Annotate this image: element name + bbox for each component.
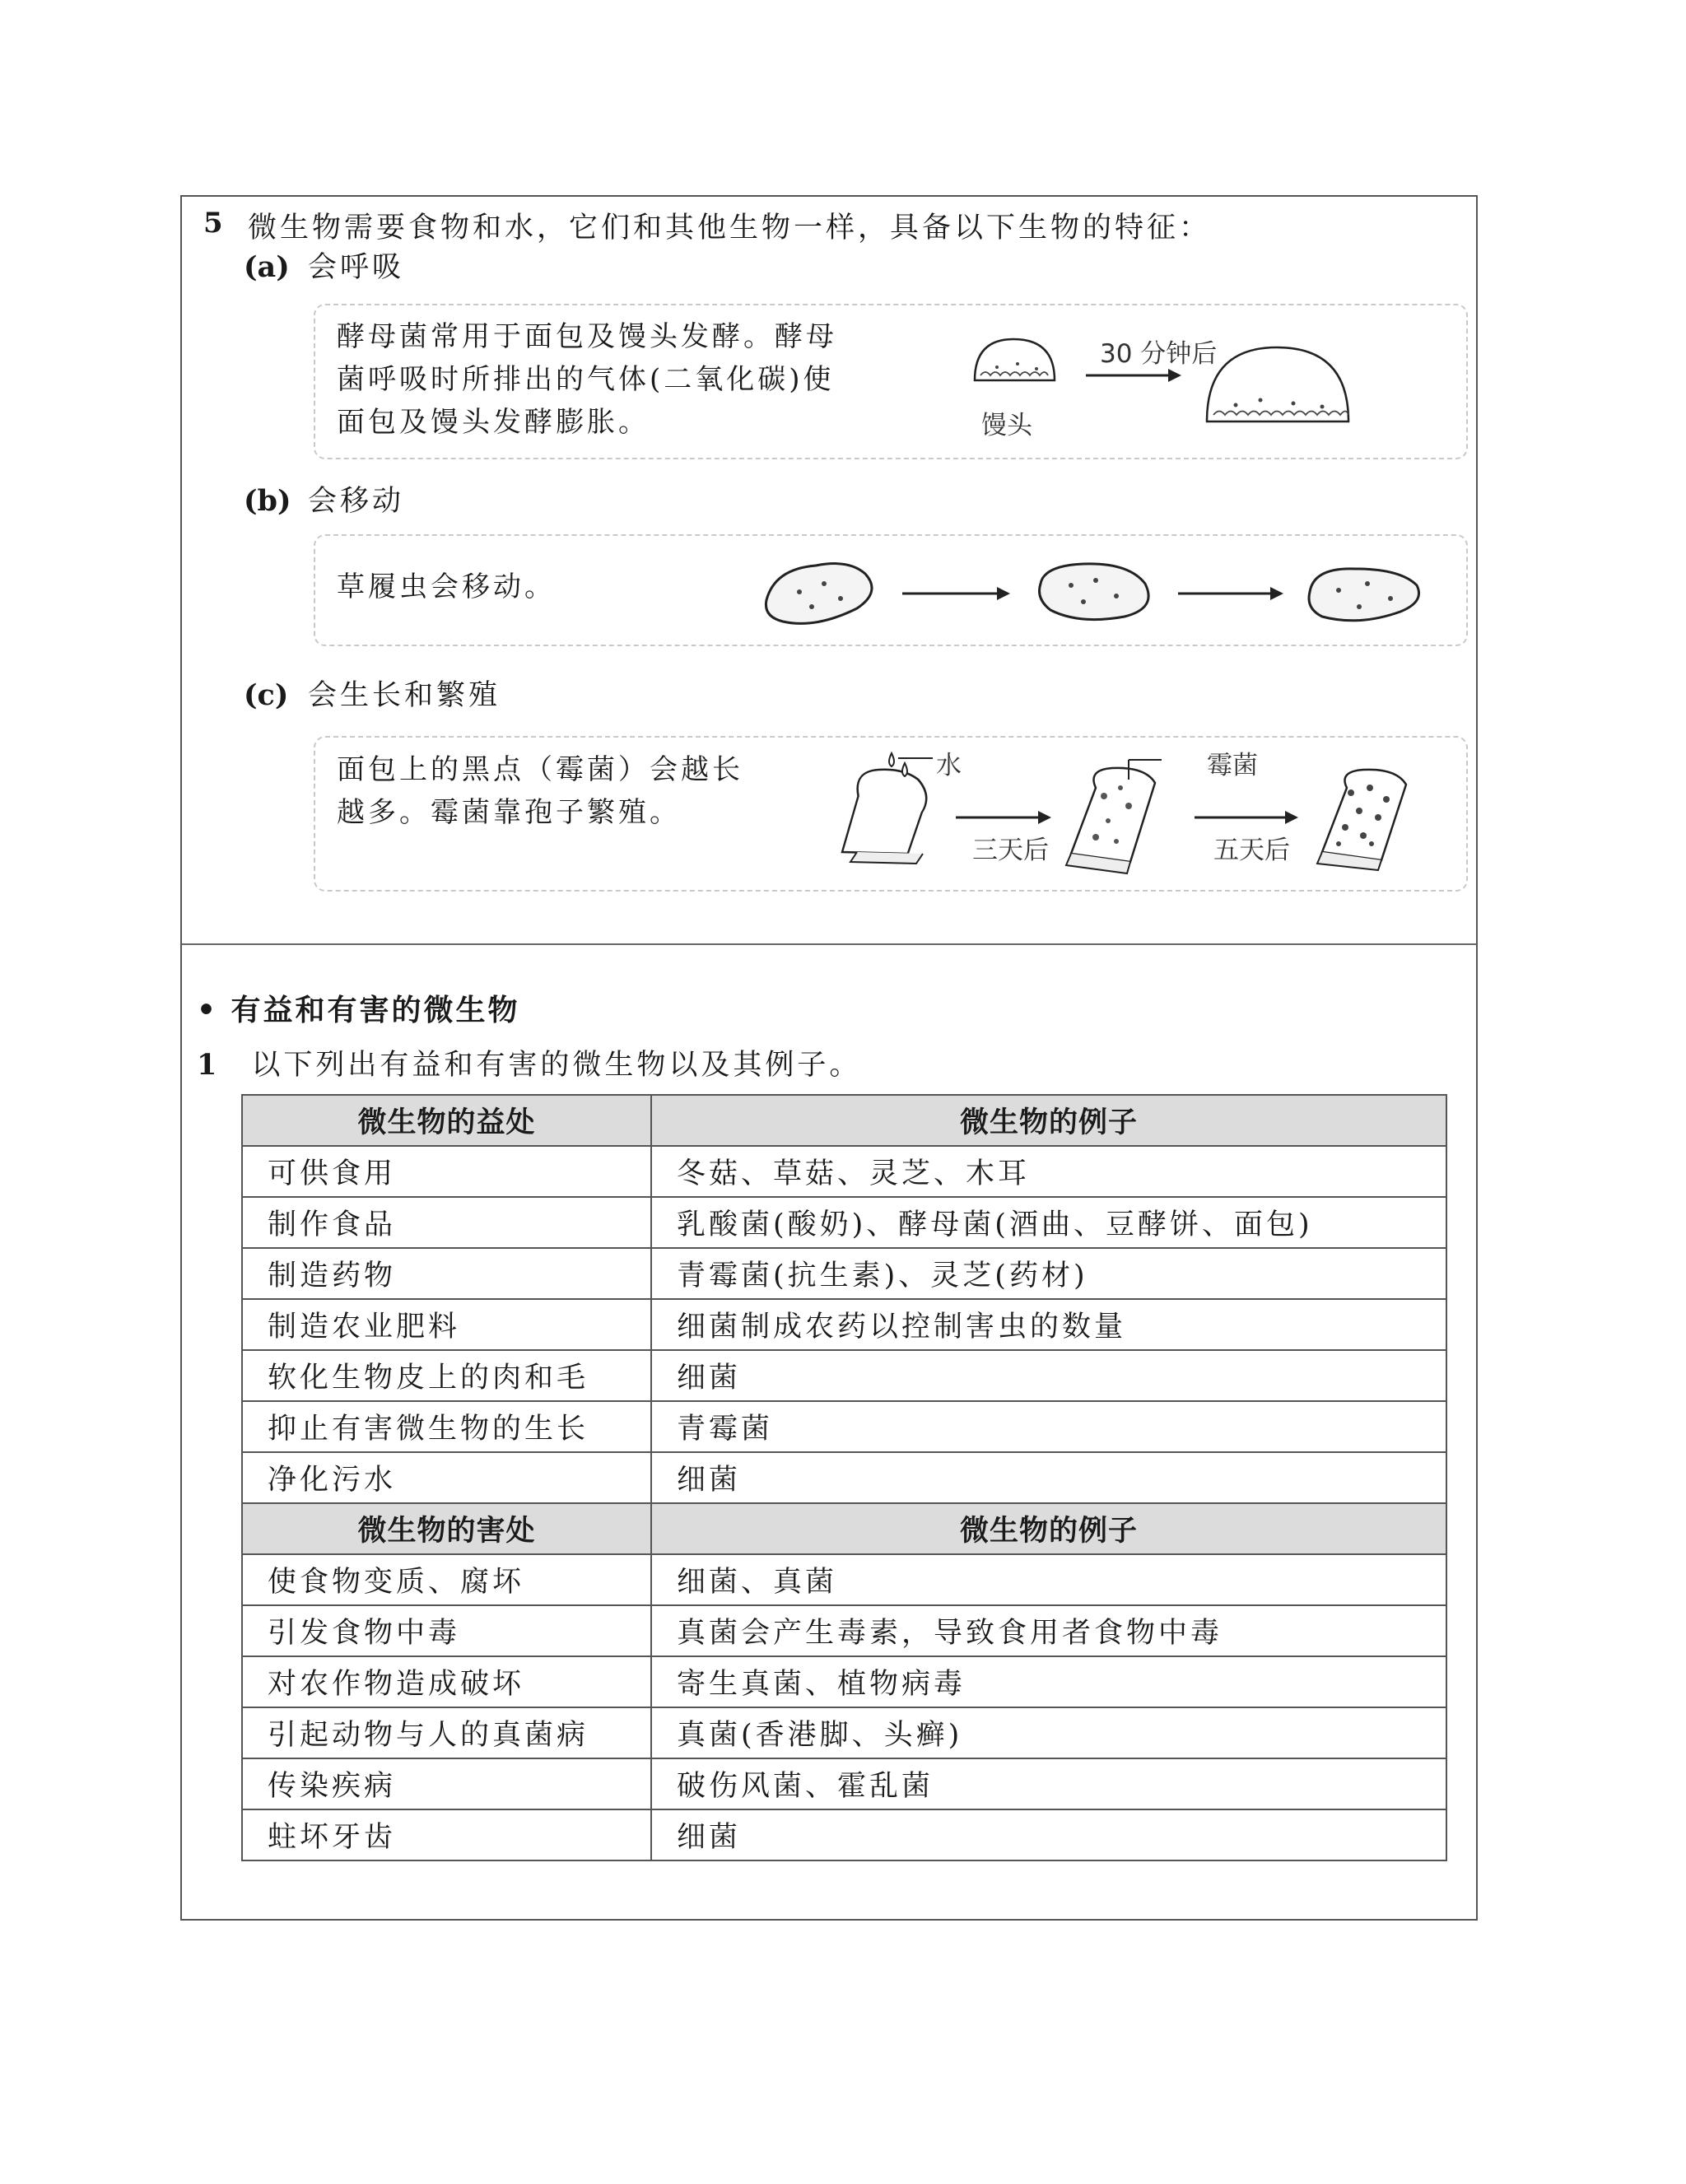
water-caption: 水 <box>936 751 962 780</box>
harmful-effect-cell: 蛀坏牙齿 <box>242 1809 651 1860</box>
small-bun-icon <box>975 339 1055 380</box>
moldy-bread-icon <box>1066 760 1162 873</box>
table-row <box>242 1605 1446 1656</box>
beneficial-effect-cell: 抑止有害微生物的生长 <box>242 1401 651 1452</box>
subsection-a-heading <box>244 244 404 286</box>
worksheet-frame <box>180 195 1478 1921</box>
table-row <box>242 1401 1446 1452</box>
beneficial-effect-cell: 净化污水 <box>242 1452 651 1503</box>
harmful-column-header: 微生物的害处 <box>242 1503 651 1554</box>
example-cell: 细菌制成农药以控制害虫的数量 <box>651 1299 1446 1350</box>
example-column-header: 微生物的例子 <box>651 1095 1446 1146</box>
heavily-moldy-bread-icon <box>1317 770 1406 870</box>
example-cell: 细菌 <box>651 1350 1446 1401</box>
subsection-c-title: 会生长和繁殖 <box>308 679 501 712</box>
table-row <box>242 1350 1446 1401</box>
beneficial-effect-cell: 可供食用 <box>242 1146 651 1197</box>
harmful-header-row <box>242 1503 1446 1554</box>
subsection-a-label: (a) <box>244 250 290 284</box>
harmful-effect-cell: 引发食物中毒 <box>242 1605 651 1656</box>
paramecium-icon <box>1309 569 1419 621</box>
harmful-effect-cell: 对农作物造成破坏 <box>242 1656 651 1707</box>
table-row <box>242 1758 1446 1809</box>
large-bun-icon <box>1207 347 1348 421</box>
question-1-text: 以下列出有益和有害的微生物以及其例子。 <box>251 1049 862 1082</box>
section-divider <box>182 943 1476 945</box>
mold-caption: 霉菌 <box>1207 751 1258 780</box>
subsection-c-label: (c) <box>244 678 289 712</box>
table-row <box>242 1146 1446 1197</box>
time-caption: 30 分钟后 <box>1100 339 1218 369</box>
example-cell: 细菌 <box>651 1809 1446 1860</box>
section-title: • 有益和有害的微生物 <box>197 993 520 1027</box>
table-row <box>242 1554 1446 1605</box>
beneficial-effect-cell: 制造药物 <box>242 1248 651 1299</box>
harmful-effect-cell: 使食物变质、腐坏 <box>242 1554 651 1605</box>
growth-line: 面包上的黑点（霉菌）会越长 <box>337 753 743 786</box>
example-cell: 冬菇、草菇、灵芝、木耳 <box>651 1146 1446 1197</box>
example-cell: 青霉菌 <box>651 1401 1446 1452</box>
breathing-text <box>337 315 837 444</box>
example-cell: 细菌、真菌 <box>651 1554 1446 1605</box>
example-cell: 乳酸菌(酸奶)、酵母菌(酒曲、豆酵饼、面包) <box>651 1197 1446 1248</box>
table-row <box>242 1299 1446 1350</box>
subsection-b-title: 会移动 <box>308 485 405 518</box>
table-row <box>242 1809 1446 1860</box>
growth-text <box>337 748 743 834</box>
example-cell: 青霉菌(抗生素)、灵芝(药材) <box>651 1248 1446 1299</box>
breathing-line: 面包及馒头发酵膨胀。 <box>337 406 650 439</box>
question-1-number: 1 <box>197 1048 221 1082</box>
growth-line: 越多。霉菌靠孢子繁殖。 <box>337 796 681 829</box>
beneficial-header-row <box>242 1095 1446 1146</box>
breathing-line: 菌呼吸时所排出的气体(二氧化碳)使 <box>337 363 835 396</box>
microorganism-table <box>241 1094 1447 1861</box>
table-row <box>242 1452 1446 1503</box>
table-row <box>242 1656 1446 1707</box>
wet-bread-icon <box>842 753 933 864</box>
table-row <box>242 1707 1446 1758</box>
bread-mold-illustration <box>841 747 1450 878</box>
table-row <box>242 1248 1446 1299</box>
three-days-caption: 三天后 <box>972 836 1049 865</box>
paramecium-illustration <box>758 551 1450 633</box>
example-cell: 真菌(香港脚、头癣) <box>651 1707 1446 1758</box>
example-cell: 破伤风菌、霍乱菌 <box>651 1758 1446 1809</box>
table-row <box>242 1197 1446 1248</box>
bun-caption: 馒头 <box>981 411 1032 440</box>
subsection-c-heading <box>244 673 501 714</box>
paramecium-icon <box>766 564 872 624</box>
beneficial-effect-cell: 制造农业肥料 <box>242 1299 651 1350</box>
paramecium-icon <box>1040 564 1149 620</box>
beneficial-effect-cell: 软化生物皮上的肉和毛 <box>242 1350 651 1401</box>
question-1 <box>197 1042 861 1083</box>
harmful-effect-cell: 引起动物与人的真菌病 <box>242 1707 651 1758</box>
example-column-header: 微生物的例子 <box>651 1503 1446 1554</box>
harmful-effect-cell: 传染疾病 <box>242 1758 651 1809</box>
beneficial-column-header: 微生物的益处 <box>242 1095 651 1146</box>
question-number: 5 <box>203 207 223 240</box>
five-days-caption: 五天后 <box>1213 836 1290 865</box>
example-cell: 寄生真菌、植物病毒 <box>651 1656 1446 1707</box>
movement-text: 草履虫会移动。 <box>337 570 556 603</box>
example-cell: 细菌 <box>651 1452 1446 1503</box>
example-cell: 真菌会产生毒素，导致食用者食物中毒 <box>651 1605 1446 1656</box>
question-intro: 微生物需要食物和水，它们和其他生物一样，具备以下生物的特征： <box>248 212 1212 244</box>
beneficial-effect-cell: 制作食品 <box>242 1197 651 1248</box>
breathing-line: 酵母菌常用于面包及馒头发酵。酵母 <box>337 320 837 353</box>
subsection-a-title: 会呼吸 <box>308 251 405 284</box>
subsection-b-label: (b) <box>244 484 291 518</box>
subsection-b-heading <box>244 478 404 519</box>
